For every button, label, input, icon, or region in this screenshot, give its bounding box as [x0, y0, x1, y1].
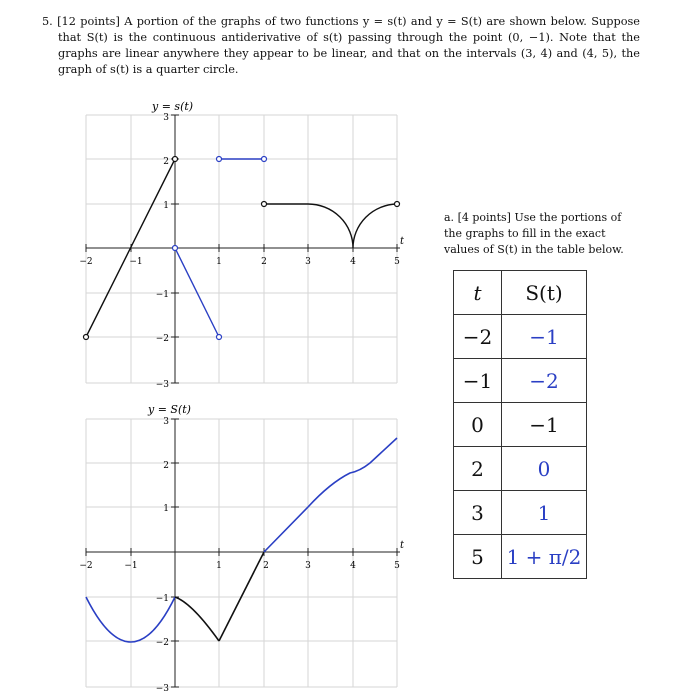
cell-S[interactable]: −1	[502, 315, 587, 359]
table-row	[454, 315, 587, 359]
open-point	[262, 157, 267, 162]
open-point	[395, 202, 400, 207]
part-a-text: [4 points] Use the portions of the graphs to fill in the exact values of S(t) in the table below.	[444, 211, 624, 256]
x-tick-labels	[79, 561, 400, 571]
graph-S-ylabel: y = S(t)	[148, 405, 191, 416]
ytick: −2	[155, 638, 169, 648]
header-t: t	[454, 271, 502, 315]
graph-S-xlabel: t	[400, 540, 405, 551]
ytick: 3	[163, 113, 169, 123]
s-segment-black-2	[264, 204, 397, 248]
xtick: 3	[305, 561, 311, 571]
problem-number: 5.	[42, 15, 53, 28]
cell-t: 0	[454, 403, 502, 447]
ytick: 3	[163, 417, 169, 427]
ytick: −2	[155, 334, 169, 344]
cell-t: 2	[454, 447, 502, 491]
grid	[86, 115, 397, 383]
ytick: 2	[163, 157, 169, 167]
cell-S[interactable]: 1	[502, 491, 587, 535]
y-tick-labels	[156, 113, 170, 390]
cell-S[interactable]: 1 + π/2	[502, 535, 587, 579]
ytick: −1	[155, 594, 169, 604]
problem-text: [12 points] A portion of the graphs of two functions y = s(t) and y = S(t) are shown below. Suppose that S(t) is the continuous antiderivative of s(t) passing through the point (0, −1). Note that the graphs are linear anywhere they appear to be linear, and that on the intervals (3, 4) and (4, 5), the graph of s(t) is a quarter circle.	[57, 15, 640, 76]
open-point	[217, 157, 222, 162]
header-S: S(t)	[502, 271, 587, 315]
part-a	[444, 210, 640, 258]
graph-S	[0, 405, 420, 695]
ytick: 1	[163, 504, 169, 514]
xtick: −1	[129, 257, 143, 267]
table-row	[454, 447, 587, 491]
ytick: 2	[163, 461, 169, 471]
table-row	[454, 535, 587, 579]
table-row	[454, 491, 587, 535]
cell-t: −2	[454, 315, 502, 359]
xtick: 2	[261, 257, 267, 267]
graph-s	[0, 100, 420, 395]
ytick: −3	[155, 684, 169, 694]
cell-t: 5	[454, 535, 502, 579]
cell-t: 3	[454, 491, 502, 535]
open-point	[262, 202, 267, 207]
ticks	[86, 115, 397, 383]
values-table	[453, 270, 587, 579]
open-point	[84, 335, 89, 340]
ytick: −3	[155, 380, 169, 390]
xtick: 5	[394, 561, 400, 571]
ticks	[86, 419, 397, 687]
xtick: 2	[263, 561, 269, 571]
y-tick-labels	[156, 417, 170, 694]
open-point	[173, 157, 178, 162]
table-row	[454, 403, 587, 447]
graph-s-ylabel: y = s(t)	[152, 100, 194, 113]
cell-S: −1	[502, 403, 587, 447]
cell-S[interactable]: 0	[502, 447, 587, 491]
table-row	[454, 359, 587, 403]
ytick: −1	[155, 290, 169, 300]
xtick: 5	[394, 257, 400, 267]
cell-S[interactable]: −2	[502, 359, 587, 403]
open-point	[217, 335, 222, 340]
xtick: −2	[79, 561, 93, 571]
xtick: 4	[350, 561, 356, 571]
table-header-row	[454, 271, 587, 315]
part-a-label: a.	[444, 211, 455, 224]
S-curve-black-1	[175, 597, 219, 641]
open-point	[173, 246, 178, 251]
xtick: 1	[216, 561, 222, 571]
xtick: 1	[216, 257, 222, 267]
xtick: 4	[350, 257, 356, 267]
S-curve-blue-2	[264, 438, 397, 552]
graph-s-xlabel: t	[400, 236, 405, 247]
cell-t: −1	[454, 359, 502, 403]
problem-statement	[42, 14, 640, 78]
x-tick-labels	[79, 257, 400, 267]
xtick: 3	[305, 257, 311, 267]
grid	[86, 419, 397, 687]
xtick: −2	[79, 257, 93, 267]
ytick: 1	[163, 201, 169, 211]
xtick: −1	[124, 561, 138, 571]
